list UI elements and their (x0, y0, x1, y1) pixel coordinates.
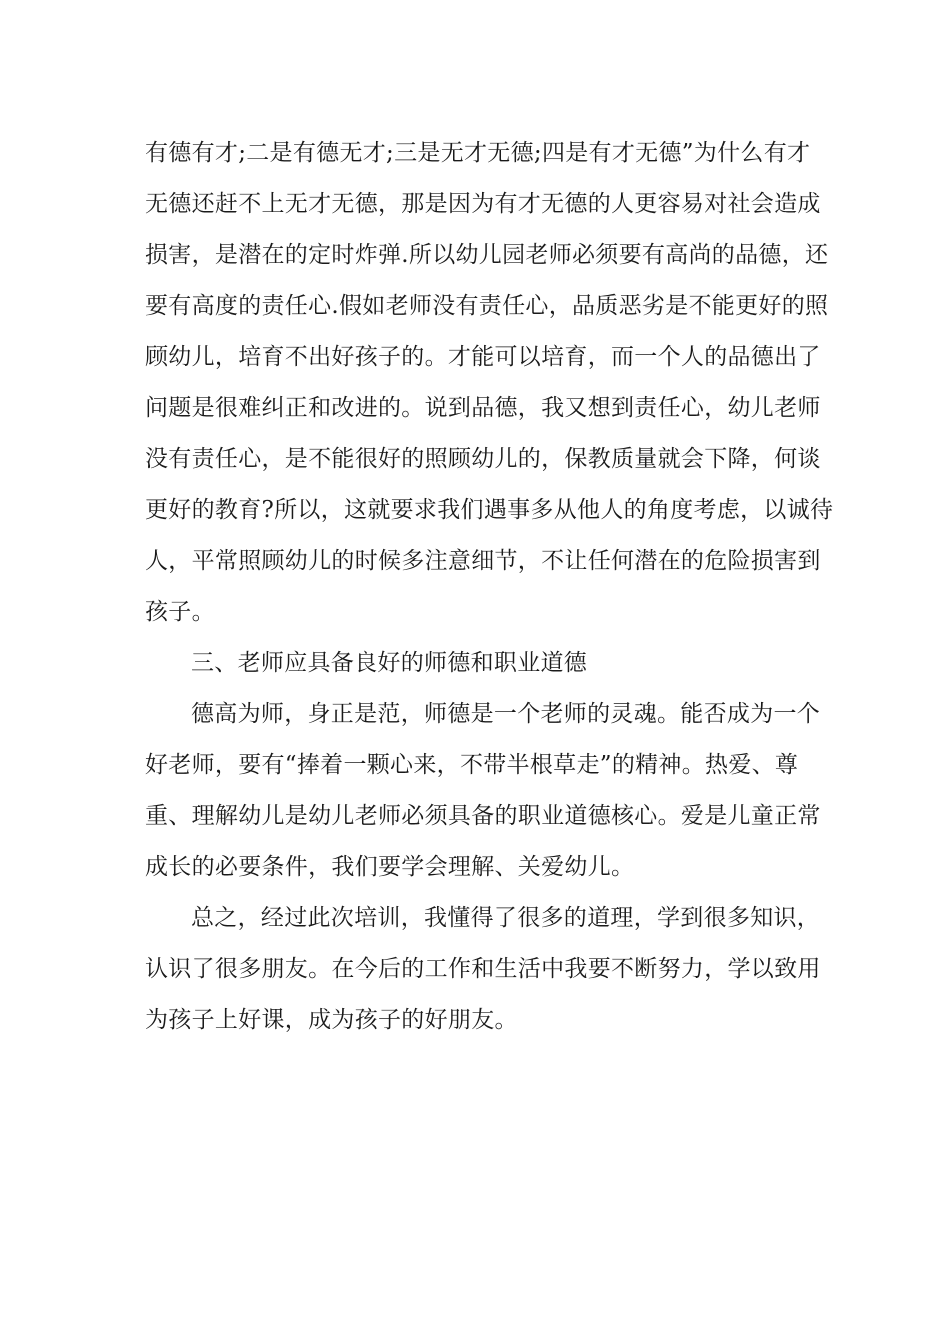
text-line: 好老师，要有“捧着一颗心来，不带半根草走”的精神。热爱、尊 (145, 752, 799, 778)
text-line: 无德还赶不上无才无德，那是因为有才无德的人更容易对社会造成 (145, 191, 821, 217)
text-line: 孩子。 (145, 599, 215, 625)
text-line: 认识了很多朋友。在今后的工作和生活中我要不断努力，学以致用 (145, 956, 821, 982)
text-line: 更好的教育?所以，这就要求我们遇事多从他人的角度考虑，以诚待 (145, 497, 834, 523)
section-heading: 三、老师应具备良好的师德和职业道德 (191, 650, 588, 676)
text-line: 总之，经过此次培训，我懂得了很多的道理，学到很多知识， (191, 905, 821, 931)
text-line: 顾幼儿，培育不出好孩子的。才能可以培育，而一个人的品德出了 (145, 344, 821, 370)
text-line: 问题是很难纠正和改进的。说到品德，我又想到责任心，幼儿老师 (145, 395, 821, 421)
text-line: 成长的必要条件，我们要学会理解、关爱幼儿。 (145, 854, 635, 880)
paragraph-teacher-ethics (145, 689, 821, 893)
text-line: 为孩子上好课，成为孩子的好朋友。 (145, 1007, 518, 1033)
text-line: 重、理解幼儿是幼儿老师必须具备的职业道德核心。爱是儿童正常 (145, 803, 821, 829)
text-line: 人，平常照顾幼儿的时候多注意细节，不让任何潜在的危险损害到 (145, 548, 821, 574)
text-line: 损害，是潜在的定时炸弹.所以幼儿园老师必须要有高尚的品德，还 (145, 242, 829, 268)
text-line: 德高为师，身正是范，师德是一个老师的灵魂。能否成为一个 (191, 701, 821, 727)
text-line: 有德有才;二是有德无才;三是无才无德;四是有才无德”为什么有才 (145, 140, 811, 166)
paragraph-conclusion (145, 893, 821, 1046)
text-line: 要有高度的责任心.假如老师没有责任心，品质恶劣是不能更好的照 (145, 293, 829, 319)
document-page (145, 128, 834, 1046)
text-line: 没有责任心，是不能很好的照顾幼儿的，保教质量就会下降，何谈 (145, 446, 821, 472)
paragraph-continued (145, 128, 834, 638)
